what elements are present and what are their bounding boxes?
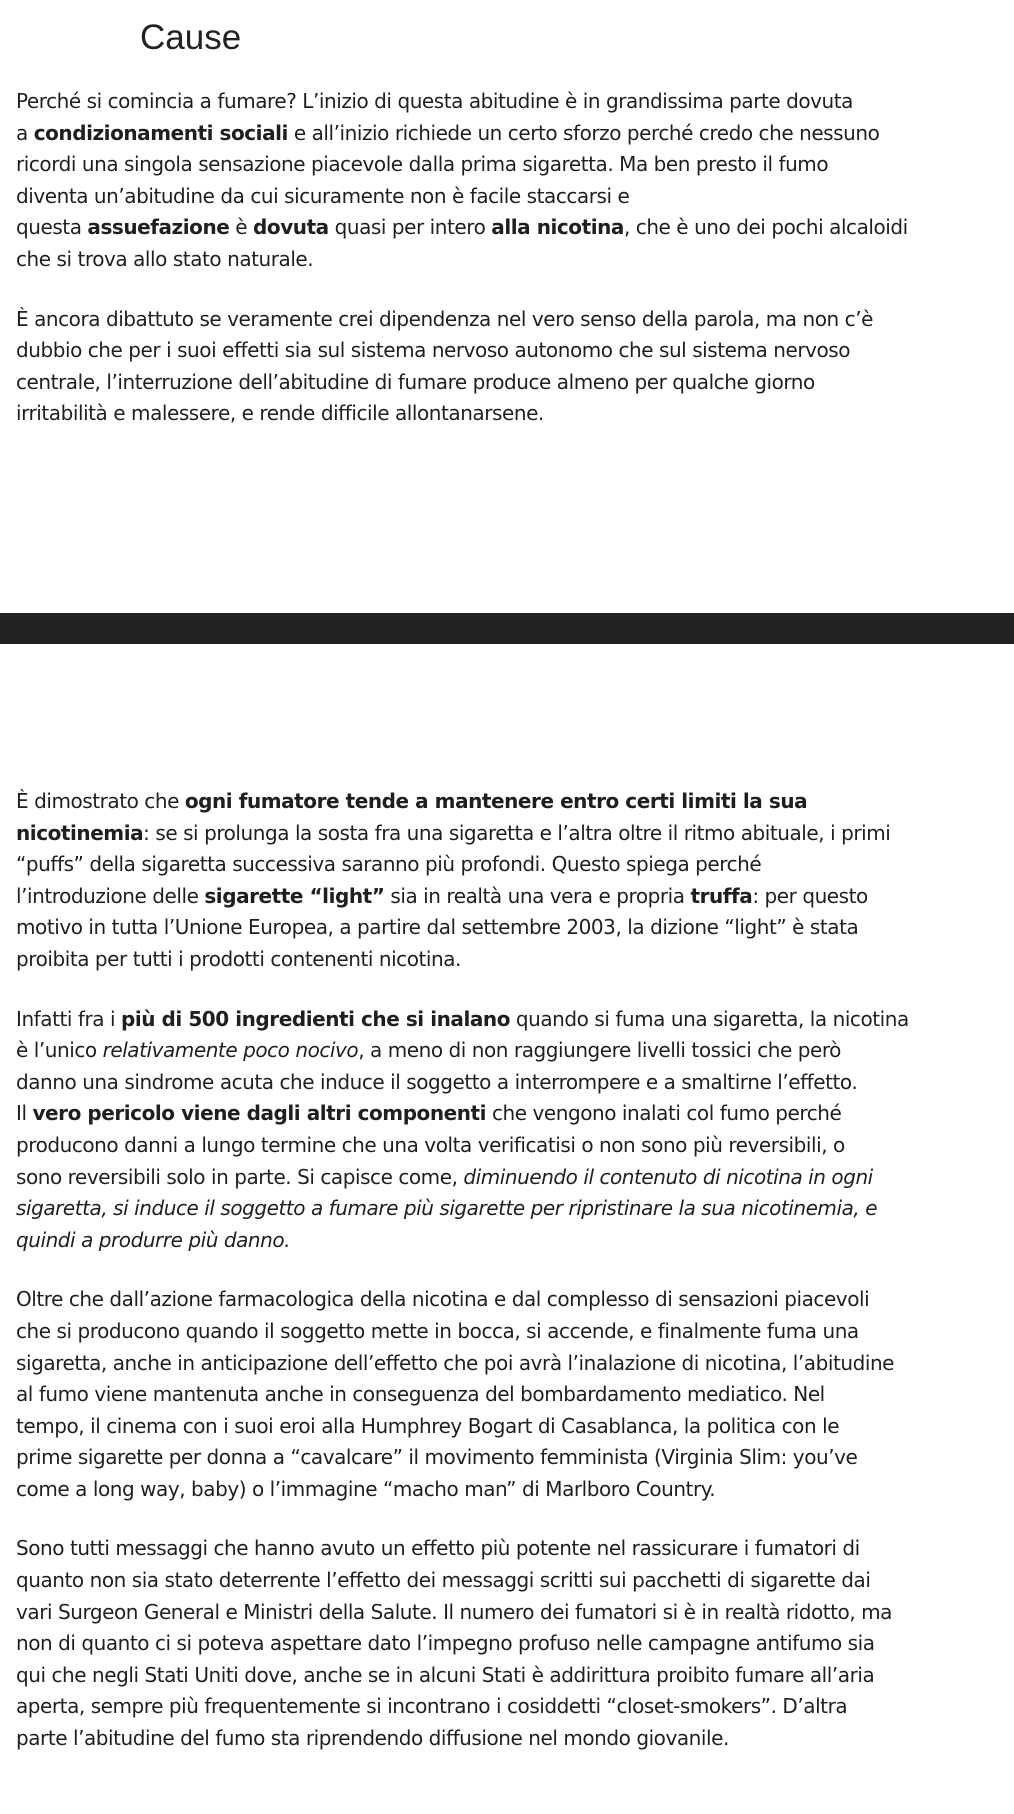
text-line	[16, 1597, 998, 1629]
text-run: danno una sindrome acuta che induce il soggetto a interrompere e a smaltirne l’effetto.	[16, 1069, 858, 1094]
paragraph	[16, 86, 998, 276]
text-line	[16, 1533, 998, 1565]
text-line	[16, 1035, 998, 1067]
text-line	[16, 1067, 998, 1099]
text-line	[16, 1162, 998, 1194]
italic-text: sigaretta, si induce il soggetto a fumare più sigarette per ripristinare la sua nicotinemia, e	[16, 1196, 878, 1221]
text-line	[16, 1225, 998, 1257]
text-line	[16, 1130, 998, 1162]
text-run: al fumo viene mantenuta anche in conseguenza del bombardamento mediatico. Nel	[16, 1382, 825, 1407]
top-text-section	[16, 86, 998, 458]
text-run: non di quanto ci si poteva aspettare dato l’impegno profuso nelle campagne antifumo sia	[16, 1631, 875, 1656]
text-line	[16, 786, 998, 818]
bold-text: sigarette “light”	[204, 883, 385, 908]
text-run: questa	[16, 215, 88, 240]
text-run: Perché si comincia a fumare? L’inizio di questa abitudine è in grandissima parte dovuta	[16, 89, 853, 113]
text-run: Infatti fra i	[16, 1006, 121, 1031]
text-run: l’introduzione delle	[16, 883, 205, 908]
text-run: producono danni a lungo termine che una volta verificatisi o non sono più reversibili, o	[16, 1132, 845, 1157]
text-run: è l’unico	[16, 1038, 103, 1063]
text-line	[16, 1004, 998, 1036]
text-line	[16, 1723, 998, 1755]
bold-text: dovuta	[253, 215, 329, 240]
text-line	[16, 849, 998, 881]
text-line	[16, 912, 998, 944]
text-run: sia in realtà una vera e propria	[384, 883, 691, 908]
text-line	[16, 367, 998, 399]
text-run: tempo, il cinema con i suoi eroi alla Humphrey Bogart di Casablanca, la politica con le	[16, 1413, 840, 1438]
text-line	[16, 1193, 998, 1225]
text-run: sigaretta, anche in anticipazione dell’effetto che poi avrà l’inalazione di nicotina, l’abitudine	[16, 1350, 895, 1375]
text-line	[16, 244, 998, 276]
text-run: “puffs” della sigaretta successiva saranno più profondi. Questo spiega perché	[16, 852, 762, 877]
text-run: Oltre che dall’azione farmacologica della nicotina e dal complesso di sensazioni piacevoli	[16, 1287, 870, 1312]
bottom-text-section	[16, 786, 998, 1783]
text-run: : per questo	[752, 883, 868, 908]
text-line	[16, 1284, 998, 1316]
page-separator-bar	[0, 613, 1014, 644]
text-run: quasi per intero	[328, 215, 492, 240]
text-run: sono reversibili solo in parte. Si capisce come,	[16, 1164, 464, 1189]
text-run: che si producono quando il soggetto mette in bocca, si accende, e finalmente fuma una	[16, 1318, 859, 1343]
bold-text: condizionamenti sociali	[33, 120, 288, 145]
text-line	[16, 1691, 998, 1723]
text-run: che vengono inalati col fumo perché	[486, 1101, 842, 1126]
text-line	[16, 1628, 998, 1660]
text-run: È dimostrato che	[16, 789, 185, 813]
italic-text: diminuendo il contenuto di nicotina in ogni	[463, 1164, 873, 1189]
text-line	[16, 304, 998, 336]
text-run: , a meno di non raggiungere livelli tossici che però	[358, 1038, 841, 1063]
text-run: quanto non sia stato deterrente l’effetto dei messaggi scritti sui pacchetti di sigarette dai	[16, 1568, 871, 1593]
paragraph	[16, 1533, 998, 1754]
italic-text: quindi a produrre più danno.	[16, 1227, 291, 1252]
paragraph	[16, 1284, 998, 1505]
text-run: quando si fuma una sigaretta, la nicotina	[510, 1006, 909, 1031]
bold-text: vero pericolo viene dagli altri componenti	[32, 1101, 487, 1126]
text-run: Il	[16, 1101, 33, 1126]
text-line	[16, 1098, 998, 1130]
text-line	[16, 1442, 998, 1474]
text-run: vari Surgeon General e Ministri della Salute. Il numero dei fumatori si è in realtà ridotto, ma	[16, 1599, 892, 1624]
text-line	[16, 1660, 998, 1692]
bold-text: alla nicotina	[491, 215, 624, 240]
text-line	[16, 818, 998, 850]
text-line	[16, 398, 998, 430]
paragraph	[16, 786, 998, 976]
text-run: diventa un’abitudine da cui sicuramente non è facile staccarsi e	[16, 183, 630, 208]
text-line	[16, 149, 998, 181]
paragraph	[16, 304, 998, 430]
text-line	[16, 881, 998, 913]
text-run: È ancora dibattuto se veramente crei dipendenza nel vero senso della parola, ma non c’è	[16, 306, 873, 331]
text-run: , che è uno dei pochi alcaloidi	[623, 215, 908, 240]
text-line	[16, 1474, 998, 1506]
text-line	[16, 1348, 998, 1380]
page-title: Cause	[140, 18, 242, 57]
text-line	[16, 118, 998, 150]
text-line	[16, 181, 998, 213]
text-line	[16, 335, 998, 367]
text-run: e all’inizio richiede un certo sforzo perché credo che nessuno	[287, 120, 880, 145]
text-line	[16, 1379, 998, 1411]
text-run: ricordi una singola sensazione piacevole dalla prima sigaretta. Ma ben presto il fumo	[16, 152, 829, 177]
text-run: che si trova allo stato naturale.	[16, 246, 314, 271]
text-run: proibita per tutti i prodotti contenenti nicotina.	[16, 946, 461, 971]
text-line	[16, 944, 998, 976]
text-line	[16, 1316, 998, 1348]
text-run: è	[229, 215, 254, 240]
text-line	[16, 1565, 998, 1597]
text-run: dubbio che per i suoi effetti sia sul sistema nervoso autonomo che sul sistema nervoso	[16, 338, 851, 363]
text-line	[16, 1411, 998, 1443]
text-run: qui che negli Stati Uniti dove, anche se in alcuni Stati è addirittura proibito fumare all’aria	[16, 1662, 875, 1687]
text-run: a	[16, 120, 34, 145]
text-run: motivo in tutta l’Unione Europea, a partire dal settembre 2003, la dizione “light” è stata	[16, 915, 859, 940]
text-run: prime sigarette per donna a “cavalcare” il movimento femminista (Virginia Slim: you’ve	[16, 1445, 858, 1470]
text-run: Sono tutti messaggi che hanno avuto un effetto più potente nel rassicurare i fumatori di	[16, 1536, 860, 1561]
text-run: parte l’abitudine del fumo sta riprendendo diffusione nel mondo giovanile.	[16, 1726, 729, 1751]
text-line	[16, 86, 998, 118]
text-run: : se si prolunga la sosta fra una sigaretta e l’altra oltre il ritmo abituale, i primi	[143, 820, 891, 845]
bold-text: più di 500 ingredienti che si inalano	[120, 1006, 510, 1031]
text-run: centrale, l’interruzione dell’abitudine di fumare produce almeno per qualche giorno	[16, 369, 815, 394]
bold-text: truffa	[690, 883, 753, 908]
bold-text: ogni fumatore tende a mantenere entro certi limiti la sua	[184, 789, 808, 813]
bold-text: nicotinemia	[16, 820, 144, 845]
text-line	[16, 212, 998, 244]
text-run: aperta, sempre più frequentemente si incontrano i cosiddetti “closet-smokers”. D’altra	[16, 1694, 848, 1719]
bold-text: assuefazione	[87, 215, 230, 240]
italic-text: relativamente poco nocivo	[102, 1038, 359, 1063]
text-run: come a long way, baby) o l’immagine “macho man” di Marlboro Country.	[16, 1476, 716, 1501]
text-run: irritabilità e malessere, e rende difficile allontanarsene.	[16, 401, 544, 426]
paragraph	[16, 1004, 998, 1257]
